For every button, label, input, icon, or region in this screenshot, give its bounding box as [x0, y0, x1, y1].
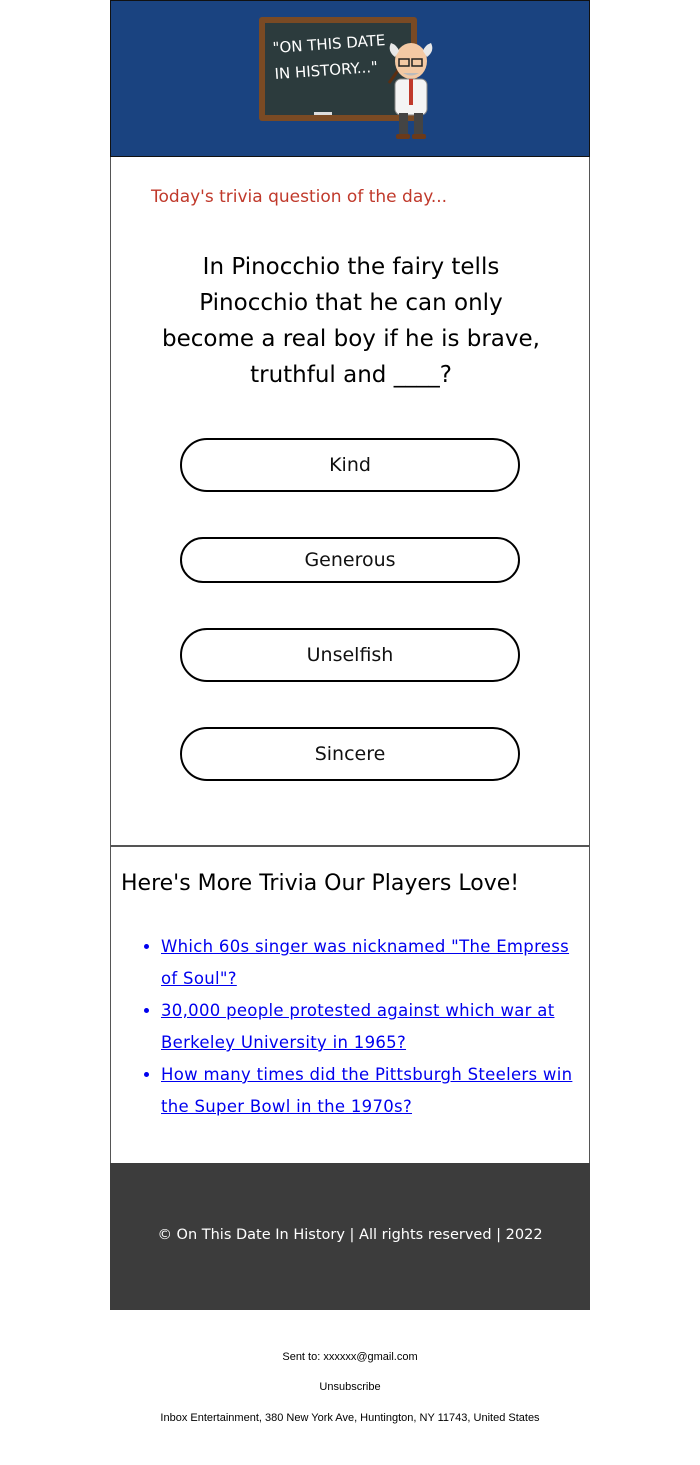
header-banner: [110, 0, 590, 157]
list-item: [161, 931, 583, 995]
answer-button-kind[interactable]: Kind: [180, 438, 520, 492]
answer-button-generous[interactable]: Generous: [180, 537, 520, 583]
trivia-tagline: Today's trivia question of the day...: [151, 187, 448, 207]
trivia-card: [110, 157, 590, 846]
trivia-link-berkeley-protest[interactable]: 30,000 people protested against which war at Berkeley University in 1965?: [161, 1001, 555, 1052]
unsubscribe-link[interactable]: Unsubscribe: [319, 1381, 381, 1393]
trivia-link-steelers[interactable]: How many times did the Pittsburgh Steelers win the Super Bowl in the 1970s?: [161, 1065, 573, 1116]
answer-button-unselfish[interactable]: Unselfish: [180, 628, 520, 682]
sent-to-text: Sent to: xxxxxx@gmail.com: [282, 1351, 418, 1363]
on-this-date-logo[interactable]: [259, 17, 449, 143]
list-item: [161, 995, 583, 1059]
answer-button-sincere[interactable]: Sincere: [180, 727, 520, 781]
logo-line-2: IN HISTORY...": [274, 57, 379, 83]
more-trivia-list: [121, 931, 583, 1123]
sender-address: Inbox Entertainment, 380 New York Ave, Huntington, NY 11743, United States: [160, 1412, 540, 1424]
footer: [110, 1163, 590, 1310]
more-trivia-section: [110, 846, 590, 1164]
logo-line-1: "ON THIS DATE: [272, 31, 386, 57]
list-item: [161, 1059, 583, 1123]
more-trivia-title: Here's More Trivia Our Players Love!: [121, 871, 520, 896]
trivia-link-empress-of-soul[interactable]: Which 60s singer was nicknamed "The Empress of Soul"?: [161, 937, 570, 988]
footer-copyright: © On This Date In History | All rights reserved | 2022: [157, 1227, 543, 1243]
trivia-question: In Pinocchio the fairy tells Pinocchio that he can only become a real boy if he is brave, truthful and ____?: [162, 254, 540, 388]
